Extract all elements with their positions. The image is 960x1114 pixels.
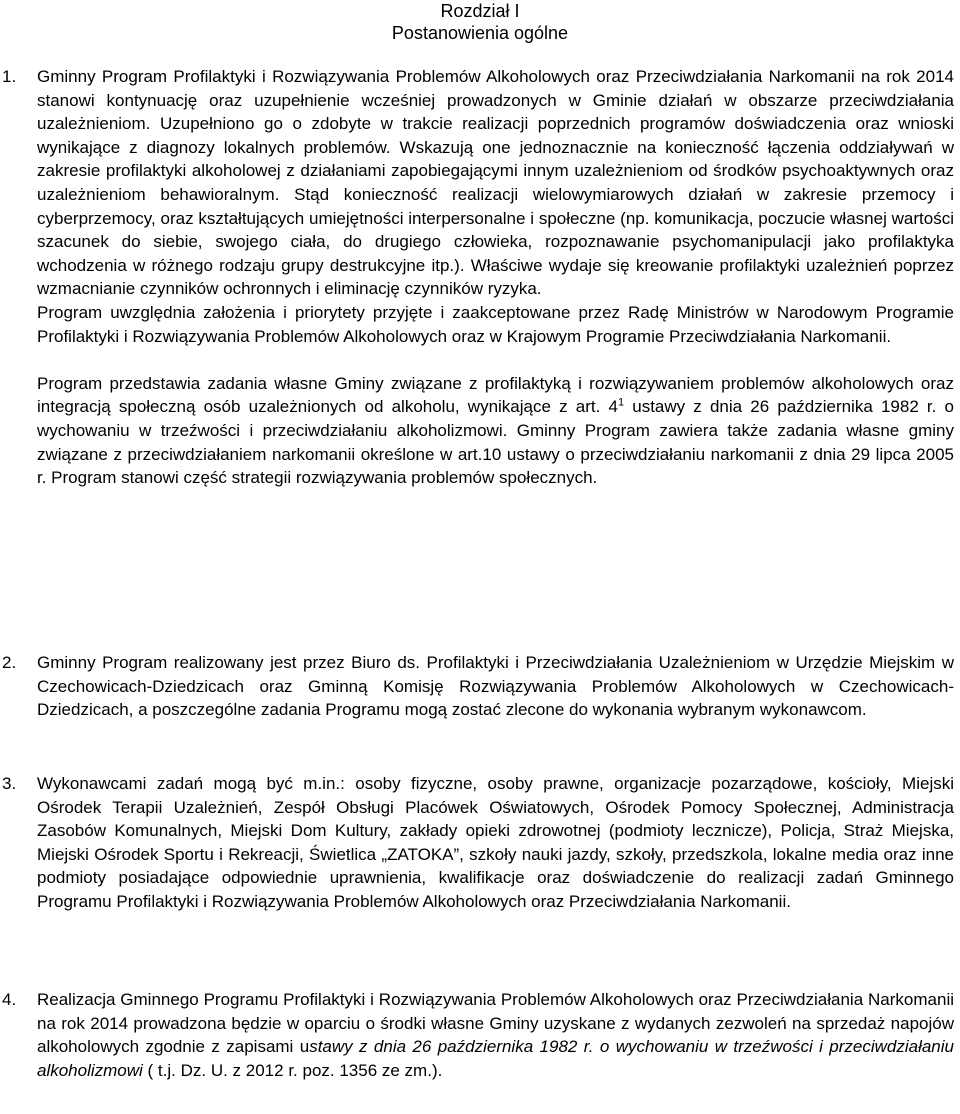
item-1-paragraph-1: Gminny Program Profilaktyki i Rozwiązywania Problemów Alkoholowych oraz Przeciwdziałania Narkomanii na rok 2014 stanowi kontynuację oraz uzupełnienie wcześniej prowadzonych w Gminie działań w obszarze przeciwdziałania uzależnieniom. Uzupełniono go o zdobyte w trakcie realizacji poprzednich programów doświadczenia oraz wnioski wynikające z diagnozy lokalnych problemów. Wskazują one jednoznacznie na konieczność łączenia oddziaływań w zakresie profilaktyki alkoholowej z działaniami zapobiegającymi innym uzależnieniom od środków psychoaktywnych oraz uzależnieniom behawioralnym. Stąd konieczność realizacji wielowymiarowych działań w zakresie przemocy i cyberprzemocy, oraz kształtujących umiejętności interpersonalne i społeczne (np. komunikacja, poczucie własnej wartości szacunek do siebie, swojego ciała, do drugiego człowieka, rozpoznawanie psychomanipulacji jako profilaktyka wchodzenia w różnego rodzaju grupy destrukcyjne itp.). Właściwe wydaje się kreowanie profilaktyki uzależnień poprzez wzmacnianie czynników ochronnych i eliminację czynników ryzyka. bbox=[37, 67, 954, 299]
footnote-ref-1: 1 bbox=[617, 396, 625, 409]
item-1-paragraph-3 bbox=[37, 372, 954, 490]
item-2-paragraph: Gminny Program realizowany jest przez Biuro ds. Profilaktyki i Przeciwdziałania Uzależnieniom w Urzędzie Miejskim w Czechowicach-Dziedzicach oraz Gminną Komisję Rozwiązywania Problemów Alkoholowych w Czechowicach-Dziedzicach, a poszczególne zadania Programu mogą zostać zlecone do wykonania wybranym wykonawcom. bbox=[37, 653, 954, 720]
item-3 bbox=[37, 772, 954, 914]
item-1 bbox=[37, 65, 954, 490]
item-1-paragraph-3-text-b: ustawy z dnia 26 października 1982 r. o wychowaniu w trzeźwości i przeciwdziałaniu alkoholizmowi. Gminny Program zawiera także zadania własne gminy związane z przeciwdziałaniem narkomanii określone w art.10 ustawy o przeciwdziałaniu narkomanii z dnia 29 lipca 2005 r. Program stanowi część strategii rozwiązywania problemów społecznych. bbox=[37, 397, 954, 488]
chapter-title: Postanowienia ogólne bbox=[391, 23, 569, 43]
item-4-paragraph bbox=[37, 988, 954, 1082]
item-2 bbox=[37, 651, 954, 722]
item-4-text-end: ( t.j. Dz. U. z 2012 r. poz. 1356 ze zm.). bbox=[142, 1060, 443, 1080]
item-3-paragraph: Wykonawcami zadań mogą być m.in.: osoby fizyczne, osoby prawne, organizacje pozarządowe, kościoły, Miejski Ośrodek Terapii Uzależnień, Zespół Obsługi Placówek Oświatowych, Ośrodek Pomocy Społecznej, Administracja Zasobów Komunalnych, Miejski Dom Kultury, zakłady opieki zdrowotnej (podmioty lecznicze), Policja, Straż Miejska, Miejski Ośrodek Sportu i Rekreacji, Świetlica „ZATOKA”, szkoły nauki jazdy, szkoły, przedszkola, lokalne media oraz inne podmioty posiadające odpowiednie uprawnienia, kwalifikacje oraz doświadczenie do realizacji zadań Gminnego Programu Profilaktyki i Rozwiązywania Problemów Alkoholowych oraz Przeciwdziałania Narkomanii. bbox=[37, 774, 954, 911]
item-number-4: 4. bbox=[2, 990, 17, 1009]
item-number-2: 2. bbox=[2, 653, 17, 672]
act-citation-italic: stawy z dnia 26 października 1982 r. o wychowaniu w trzeźwości i przeciwdziałaniu alkoholizmowi bbox=[37, 1037, 954, 1080]
item-number-1: 1. bbox=[2, 67, 17, 86]
item-number-3: 3. bbox=[2, 774, 17, 793]
item-1-paragraph-3-text-a: Program przedstawia zadania własne Gminy związane z profilaktyką i rozwiązywaniem problemów alkoholowych oraz integracją społeczną osób uzależnionych od alkoholu, wynikające z art. 4 bbox=[37, 373, 954, 417]
item-4 bbox=[37, 988, 954, 1082]
item-4-text: Realizacja Gminnego Programu Profilaktyki i Rozwiązywania Problemów Alkoholowych oraz Przeciwdziałania Narkomanii na rok 2014 prowadzona będzie w oparciu o środki własne Gminy uzyskane z wydanych zezwoleń na sprzedaż napojów alkoholowych zgodnie z zapisami u bbox=[37, 990, 954, 1057]
chapter-heading: Rozdział I bbox=[440, 1, 520, 21]
item-1-paragraph-2: Program uwzględnia założenia i priorytety przyjęte i zaakceptowane przez Radę Ministrów w Narodowym Programie Profilaktyki i Rozwiązywania Problemów Alkoholowych oraz w Krajowym Programie Przeciwdziałania Narkomanii. bbox=[37, 302, 954, 346]
